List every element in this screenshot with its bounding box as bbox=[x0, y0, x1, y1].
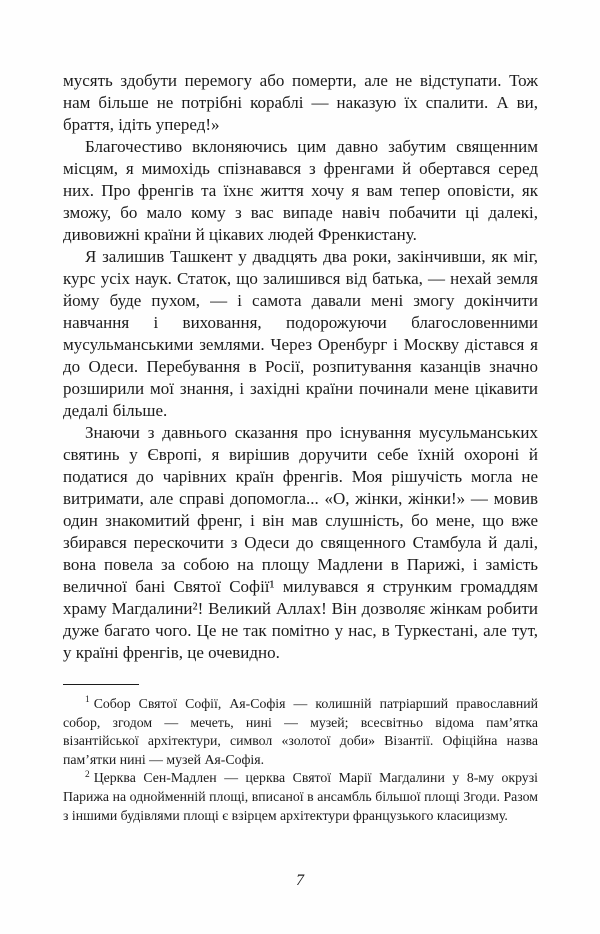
paragraph: Я залишив Ташкент у двадцять два роки, закінчивши, як міг, курс усіх наук. Статок, що залишився від батька, — нехай земля йому буде пухом, — і самота давали мені змогу докінчити навчання і виховання, подорожуючи благословенними мусульманськими землями. Через Оренбург і Москву дістався я до Одеси. Перебування в Росії, розпитування казанців значно розширили мої знання, і західні країни починали мене цікавити дедалі більше. bbox=[63, 247, 538, 420]
footnote-marker: 2 bbox=[85, 769, 90, 780]
footnote-separator bbox=[63, 684, 139, 685]
footnotes bbox=[63, 695, 538, 825]
main-text bbox=[63, 70, 538, 664]
paragraph: Знаючи з давнього сказання про існування мусульманських святинь у Європі, я вирішив доручити себе їхній охороні й податися до чарівних країн френгів. Моя рішучість могла не витримати, але справі допомогла... «О, жінки, жінки!» — мовив один знакомитий френг, і він мав слушність, бо мене, що вже збирався перескочити з Одеси до священного Стамбула й далі, вона повела за собою на площу Мадлени в Парижі, і замість величної бані Святої Софії¹ милувався я струнким громаддям храму Магдалини²! Великий Аллах! Він дозволяє жінкам робити дуже багато чого. Це не так помітно у нас, в Туркестані, але тут, у країні френгів, це очевидно. bbox=[63, 423, 538, 662]
footnote-marker: 1 bbox=[85, 695, 90, 706]
footnote-text: Собор Святої Софії, Ая-Софія — колишній патріарший православний собор, згодом — мечеть, нині — музей; всесвітньо відома пам’ятка візантійської архітектури, символ «золотої доби» Візантії. Офіційна назва пам’ятки нині — музей Ая-Софія. bbox=[63, 696, 538, 767]
footnote bbox=[63, 769, 538, 825]
footnote-text: Церква Сен-Мадлен — церква Святої Марії Магдалини у 8-му окрузі Парижа на однойменній площі, вписаної в ансамбль більшої площі Згоди. Разом з іншими будівлями площі є взірцем архітектури французького класицизму. bbox=[63, 770, 538, 823]
page-number: 7 bbox=[296, 872, 304, 889]
footnote bbox=[63, 695, 538, 769]
paragraph-continuation: мусять здобути перемогу або померти, але не відступати. Тож нам більше не потрібні кораблі — наказую їх спалити. А ви, браття, ідіть уперед!» bbox=[63, 71, 538, 134]
paragraph: Благочестиво вклоняючись цим давно забутим священним місцям, я мимохідь спізнавався з френгами й обертався серед них. Про френгів та їхнє життя хочу я вам тепер оповісти, як зможу, бо мало кому з вас випаде навіч побачити ці далекі, дивовижні країни й цікавих людей Френкистану. bbox=[63, 137, 538, 244]
